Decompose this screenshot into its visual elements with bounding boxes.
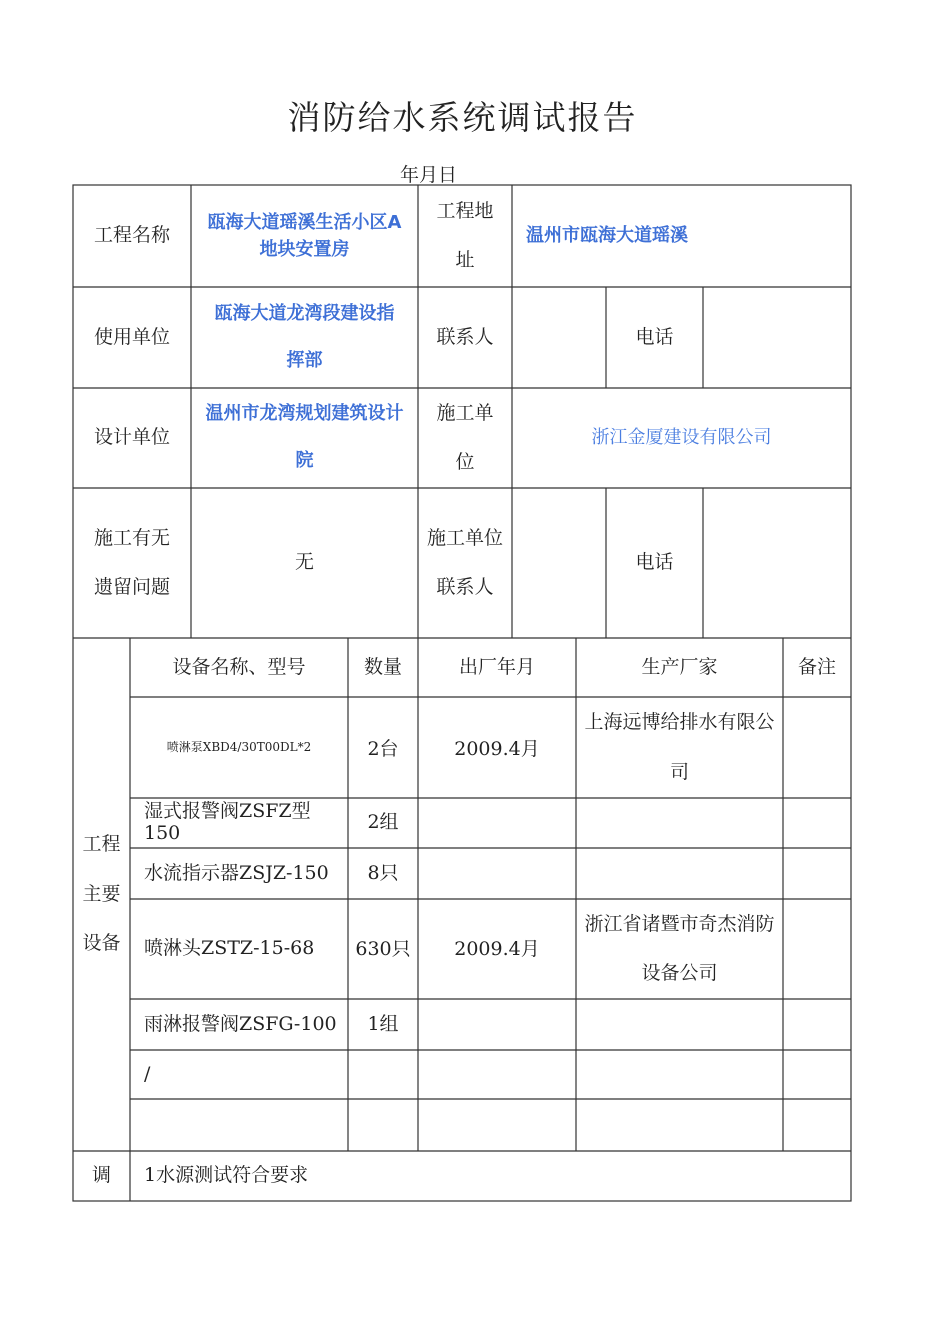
phone-label-2: 电话 [635,551,674,574]
report-date: 年月日 [400,164,458,186]
header-quantity: 数量 [363,655,402,678]
table-row-1-date [418,798,576,848]
remaining-issues-value: 无 [294,551,314,574]
table-row-0-name: 喷淋泵XBD4/30T00DL*2 [166,740,312,755]
construction-contact-value [512,488,606,638]
table-row-4-qty: 1组 [367,1012,399,1035]
project-name-label: 工程名称 [93,224,170,247]
table-row-6-date [418,1099,576,1151]
user-unit-value: 瓯海大道龙湾段建设指挥部 [214,302,395,371]
equipment-section-label: 工程主要设备 [82,833,121,955]
table-row-5-name: / [144,1062,151,1085]
header-manufacturer: 生产厂家 [641,655,718,678]
contact-value [512,287,606,388]
table-row-5-date [418,1050,576,1099]
project-address-value: 温州市瓯海大道瑶溪 [526,224,688,246]
table-row-3-name: 喷淋头ZSTZ-15-68 [144,937,315,960]
contact-label: 联系人 [436,325,494,348]
remaining-issues-label: 施工有无遗留问题 [93,526,170,598]
project-address-label: 工程地址 [436,199,494,271]
table-row-3-date: 2009.4月 [454,938,540,960]
table-row-6-qty [348,1099,418,1151]
table-row-4-name: 雨淋报警阀ZSFG-100 [144,1012,337,1035]
table-row-4-date [418,999,576,1050]
header-manufacture-date: 出厂年月 [458,655,535,678]
table-row-5-qty [348,1050,418,1099]
construction-unit-label: 施工单位 [436,401,494,473]
design-unit-label: 设计单位 [93,426,170,449]
header-remarks: 备注 [797,655,836,678]
construction-unit-value: 浙江金厦建设有限公司 [591,426,772,448]
table-row-2-qty: 8只 [367,861,399,884]
table-row-2-maker [576,848,783,899]
table-row-1-note [783,798,851,848]
page-title: 消防给水系统调试报告 [287,98,638,137]
user-unit-label: 使用单位 [93,325,170,348]
debug-item-1: 1水源测试符合要求 [144,1164,309,1187]
table-row-1-name: 湿式报警阀ZSFZ型150 [144,800,311,844]
table-row-1-qty: 2组 [367,811,399,834]
table-row-5-note [783,1050,851,1099]
table-row-3-note [783,899,851,999]
table-row-2-date [418,848,576,899]
table-row-0-maker: 上海远博给排水有限公司 [584,711,775,783]
table-row-0-note [783,697,851,798]
table-row-6-name [130,1099,348,1151]
table-row-4-note [783,999,851,1050]
phone-label: 电话 [635,325,674,348]
table-row-5-maker [576,1050,783,1099]
phone-value-2 [703,488,851,638]
table-row-0-qty: 2台 [367,738,399,760]
design-unit-value: 温州市龙湾规划建筑设计院 [205,403,404,471]
table-row-4-maker [576,999,783,1050]
table-row-3-qty: 630只 [355,938,411,960]
debug-section-label: 调 [91,1164,111,1187]
project-name-value: 瓯海大道瑶溪生活小区A地块安置房 [207,212,402,260]
construction-contact-label: 施工单位联系人 [426,526,503,598]
table-row-3-maker: 浙江省诸暨市奇杰消防设备公司 [584,912,775,984]
table-row-0-date: 2009.4月 [454,738,540,760]
table-row-2-note [783,848,851,899]
table-row-1-maker [576,798,783,848]
table-row-6-maker [576,1099,783,1151]
table-row-2-name: 水流指示器ZSJZ-150 [144,861,329,884]
phone-value [703,287,851,388]
header-equipment-name: 设备名称、型号 [172,655,306,678]
table-row-6-note [783,1099,851,1151]
